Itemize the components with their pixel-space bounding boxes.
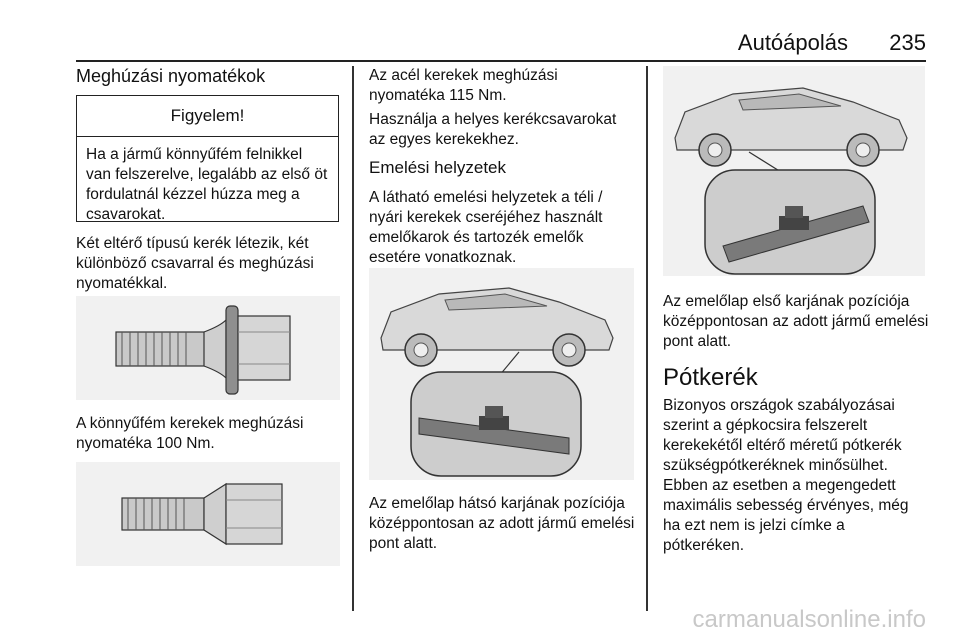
header-divider <box>76 60 926 62</box>
para-wheel-types: Két eltérő típusú kerék létezik, két különböző csavarral és meghúzási nyomatékkal. <box>76 235 314 292</box>
page-number: 235 <box>889 30 926 55</box>
warning-text: Ha a jármű könnyűfém felnikkel van felszerelve, legalább az első öt fordulatnál kézzel húzza meg a csavarokat. <box>86 146 328 223</box>
para-correct-bolts: Használja a helyes kerékcsavarokat az egyes kerekekhez. <box>369 111 617 148</box>
section-heading-torque: Meghúzási nyomatékok <box>76 66 266 86</box>
warning-box <box>76 95 339 222</box>
chapter-title: Autóápolás <box>737 30 848 55</box>
watermark: carmanualsonline.info <box>692 606 926 633</box>
front-lift-point-illustration <box>663 66 925 276</box>
warning-title: Figyelem! <box>77 96 338 137</box>
para-lifting-positions: A látható emelési helyzetek a téli / nyári kerekek cseréjéhez használt emelőkarok és tartozék emelők esetére vonatkoznak. <box>369 189 603 266</box>
para-steel-torque: Az acél kerekek meghúzási nyomatéka 115 Nm. <box>369 67 558 104</box>
alloy-wheel-bolt-illustration <box>76 296 340 400</box>
para-alloy-torque: A könnyűfém kerekek meghúzási nyomatéka 100 Nm. <box>76 415 304 452</box>
rear-lift-drawing <box>369 268 634 480</box>
steel-bolt-drawing <box>76 462 340 566</box>
rear-lift-point-illustration <box>369 268 634 480</box>
section-heading-spare-wheel: Pótkerék <box>663 364 758 391</box>
caption-rear-lift: Az emelőlap hátsó karjának pozíciója középpontosan az adott jármű emelési pont alatt. <box>369 495 635 552</box>
alloy-bolt-drawing <box>76 296 340 400</box>
para-spare-wheel: Bizonyos országok szabályozásai szerint a gépkocsira felszerelt kerekekétől eltérő méretű pótkerék szükségpótkeréknek minősülhet. Ebben az esetben a megengedett maximális sebesség érvényes, még ha ezt nem is jelzi címke a pótkeréken. <box>663 397 909 554</box>
front-lift-drawing <box>663 66 925 276</box>
column-divider-2 <box>646 66 648 611</box>
caption-front-lift: Az emelőlap első karjának pozíciója középpontosan az adott jármű emelési pont alatt. <box>663 293 929 350</box>
column-divider-1 <box>352 66 354 611</box>
steel-wheel-bolt-illustration <box>76 462 340 566</box>
section-heading-lifting: Emelési helyzetek <box>369 158 507 177</box>
